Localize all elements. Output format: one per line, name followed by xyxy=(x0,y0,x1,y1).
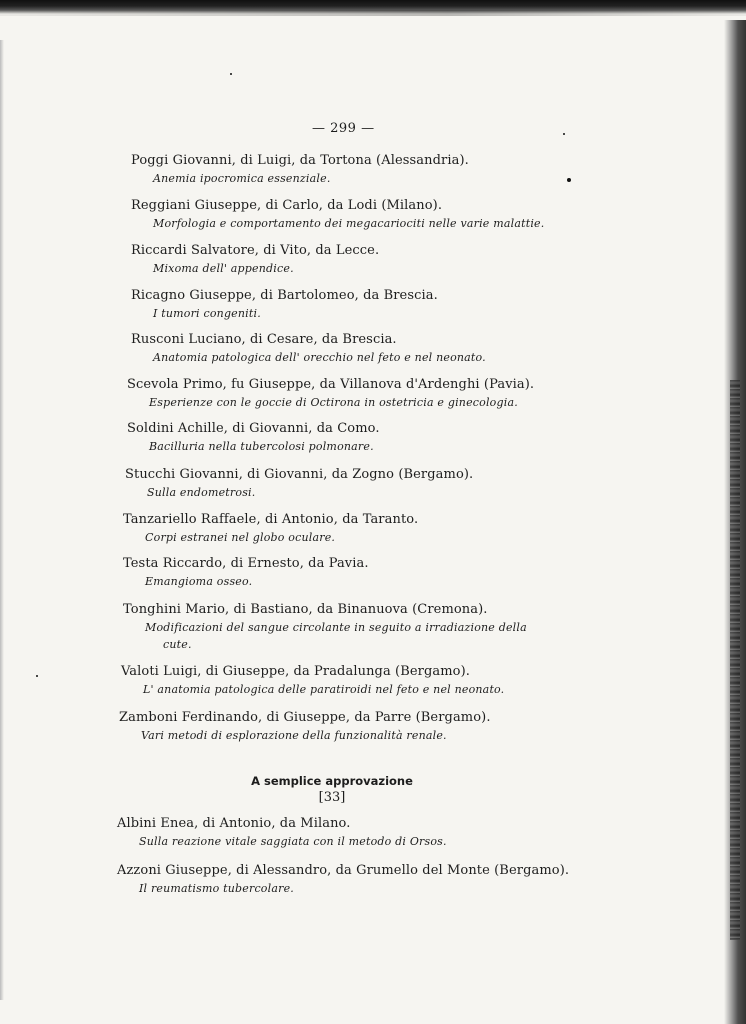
scan-speck xyxy=(563,133,565,135)
section-count: [33] xyxy=(318,790,346,805)
entry-thesis-title: Vari metodi di esplorazione della funzionalità renale. xyxy=(141,729,447,742)
page-number: — 299 — xyxy=(312,121,375,136)
entry-thesis-title: Anemia ipocromica essenziale. xyxy=(153,172,331,185)
entry-thesis-title: Mixoma dell' appendice. xyxy=(153,262,294,275)
list-item xyxy=(131,242,379,277)
left-scan-edge xyxy=(0,40,4,1000)
list-item xyxy=(131,287,438,322)
entry-author: Tonghini Mario, di Bastiano, da Binanuova (Cremona). xyxy=(123,602,488,617)
section-heading: A semplice approvazione xyxy=(251,774,413,788)
list-item xyxy=(123,601,527,653)
entry-author: Albini Enea, di Antonio, da Milano. xyxy=(117,816,351,831)
entry-author: Valoti Luigi, di Giuseppe, da Pradalunga (Bergamo). xyxy=(121,664,471,679)
entry-thesis-title: Sulla reazione vitale saggiata con il metodo di Orsos. xyxy=(139,835,447,848)
entry-author: Rusconi Luciano, di Cesare, da Brescia. xyxy=(131,332,397,347)
entry-thesis-title: I tumori congeniti. xyxy=(153,307,261,320)
entry-thesis-title: Bacilluria nella tubercolosi polmonare. xyxy=(149,440,374,453)
scan-speck xyxy=(230,73,232,75)
binding-shadow xyxy=(730,380,740,940)
entry-author: Riccardi Salvatore, di Vito, da Lecce. xyxy=(131,243,380,258)
entry-thesis-title-line-1: Modificazioni del sangue circolante in seguito a irradiazione della xyxy=(145,621,527,634)
entry-author: Azzoni Giuseppe, di Alessandro, da Grumello del Monte (Bergamo). xyxy=(117,863,570,878)
list-item xyxy=(131,197,544,232)
entry-author: Tanzariello Raffaele, di Antonio, da Taranto. xyxy=(123,512,419,527)
list-item xyxy=(127,376,534,411)
list-item xyxy=(119,709,491,744)
entry-thesis-title: L' anatomia patologica delle paratiroidi nel feto e nel neonato. xyxy=(143,683,505,696)
entry-thesis-title: Morfologia e comportamento dei megacariociti nelle varie malattie. xyxy=(153,217,545,230)
entry-thesis-title: Sulla endometrosi. xyxy=(147,486,256,499)
entry-author: Stucchi Giovanni, di Giovanni, da Zogno (Bergamo). xyxy=(125,467,474,482)
list-item xyxy=(123,555,369,590)
entry-thesis-title: Il reumatismo tubercolare. xyxy=(139,882,294,895)
entry-author: Poggi Giovanni, di Luigi, da Tortona (Alessandria). xyxy=(131,153,469,168)
entry-author: Reggiani Giuseppe, di Carlo, da Lodi (Milano). xyxy=(131,198,443,213)
top-edge-shadow xyxy=(0,10,746,16)
list-item xyxy=(117,815,447,850)
list-item xyxy=(117,862,569,897)
entry-author: Testa Riccardo, di Ernesto, da Pavia. xyxy=(123,556,369,571)
entry-author: Soldini Achille, di Giovanni, da Como. xyxy=(127,421,380,436)
entry-thesis-title: Emangioma osseo. xyxy=(145,575,253,588)
entry-thesis-title: Anatomia patologica dell' orecchio nel feto e nel neonato. xyxy=(153,351,486,364)
entry-thesis-title-line-2: cute. xyxy=(163,638,192,651)
entry-author: Zamboni Ferdinando, di Giuseppe, da Parre (Bergamo). xyxy=(119,710,491,725)
list-item xyxy=(131,152,469,187)
scan-speck xyxy=(567,178,571,182)
entry-author: Scevola Primo, fu Giuseppe, da Villanova d'Ardenghi (Pavia). xyxy=(127,377,535,392)
list-item xyxy=(123,511,418,546)
scan-speck xyxy=(36,675,38,677)
list-item xyxy=(121,663,504,698)
list-item xyxy=(131,331,486,366)
list-item xyxy=(127,420,380,455)
entry-thesis-title: Corpi estranei nel globo oculare. xyxy=(145,531,336,544)
entry-thesis-title xyxy=(123,619,527,653)
entry-author: Ricagno Giuseppe, di Bartolomeo, da Brescia. xyxy=(131,288,438,303)
list-item xyxy=(125,466,473,501)
entry-thesis-title: Esperienze con le goccie di Octirona in ostetricia e ginecologia. xyxy=(149,396,518,409)
